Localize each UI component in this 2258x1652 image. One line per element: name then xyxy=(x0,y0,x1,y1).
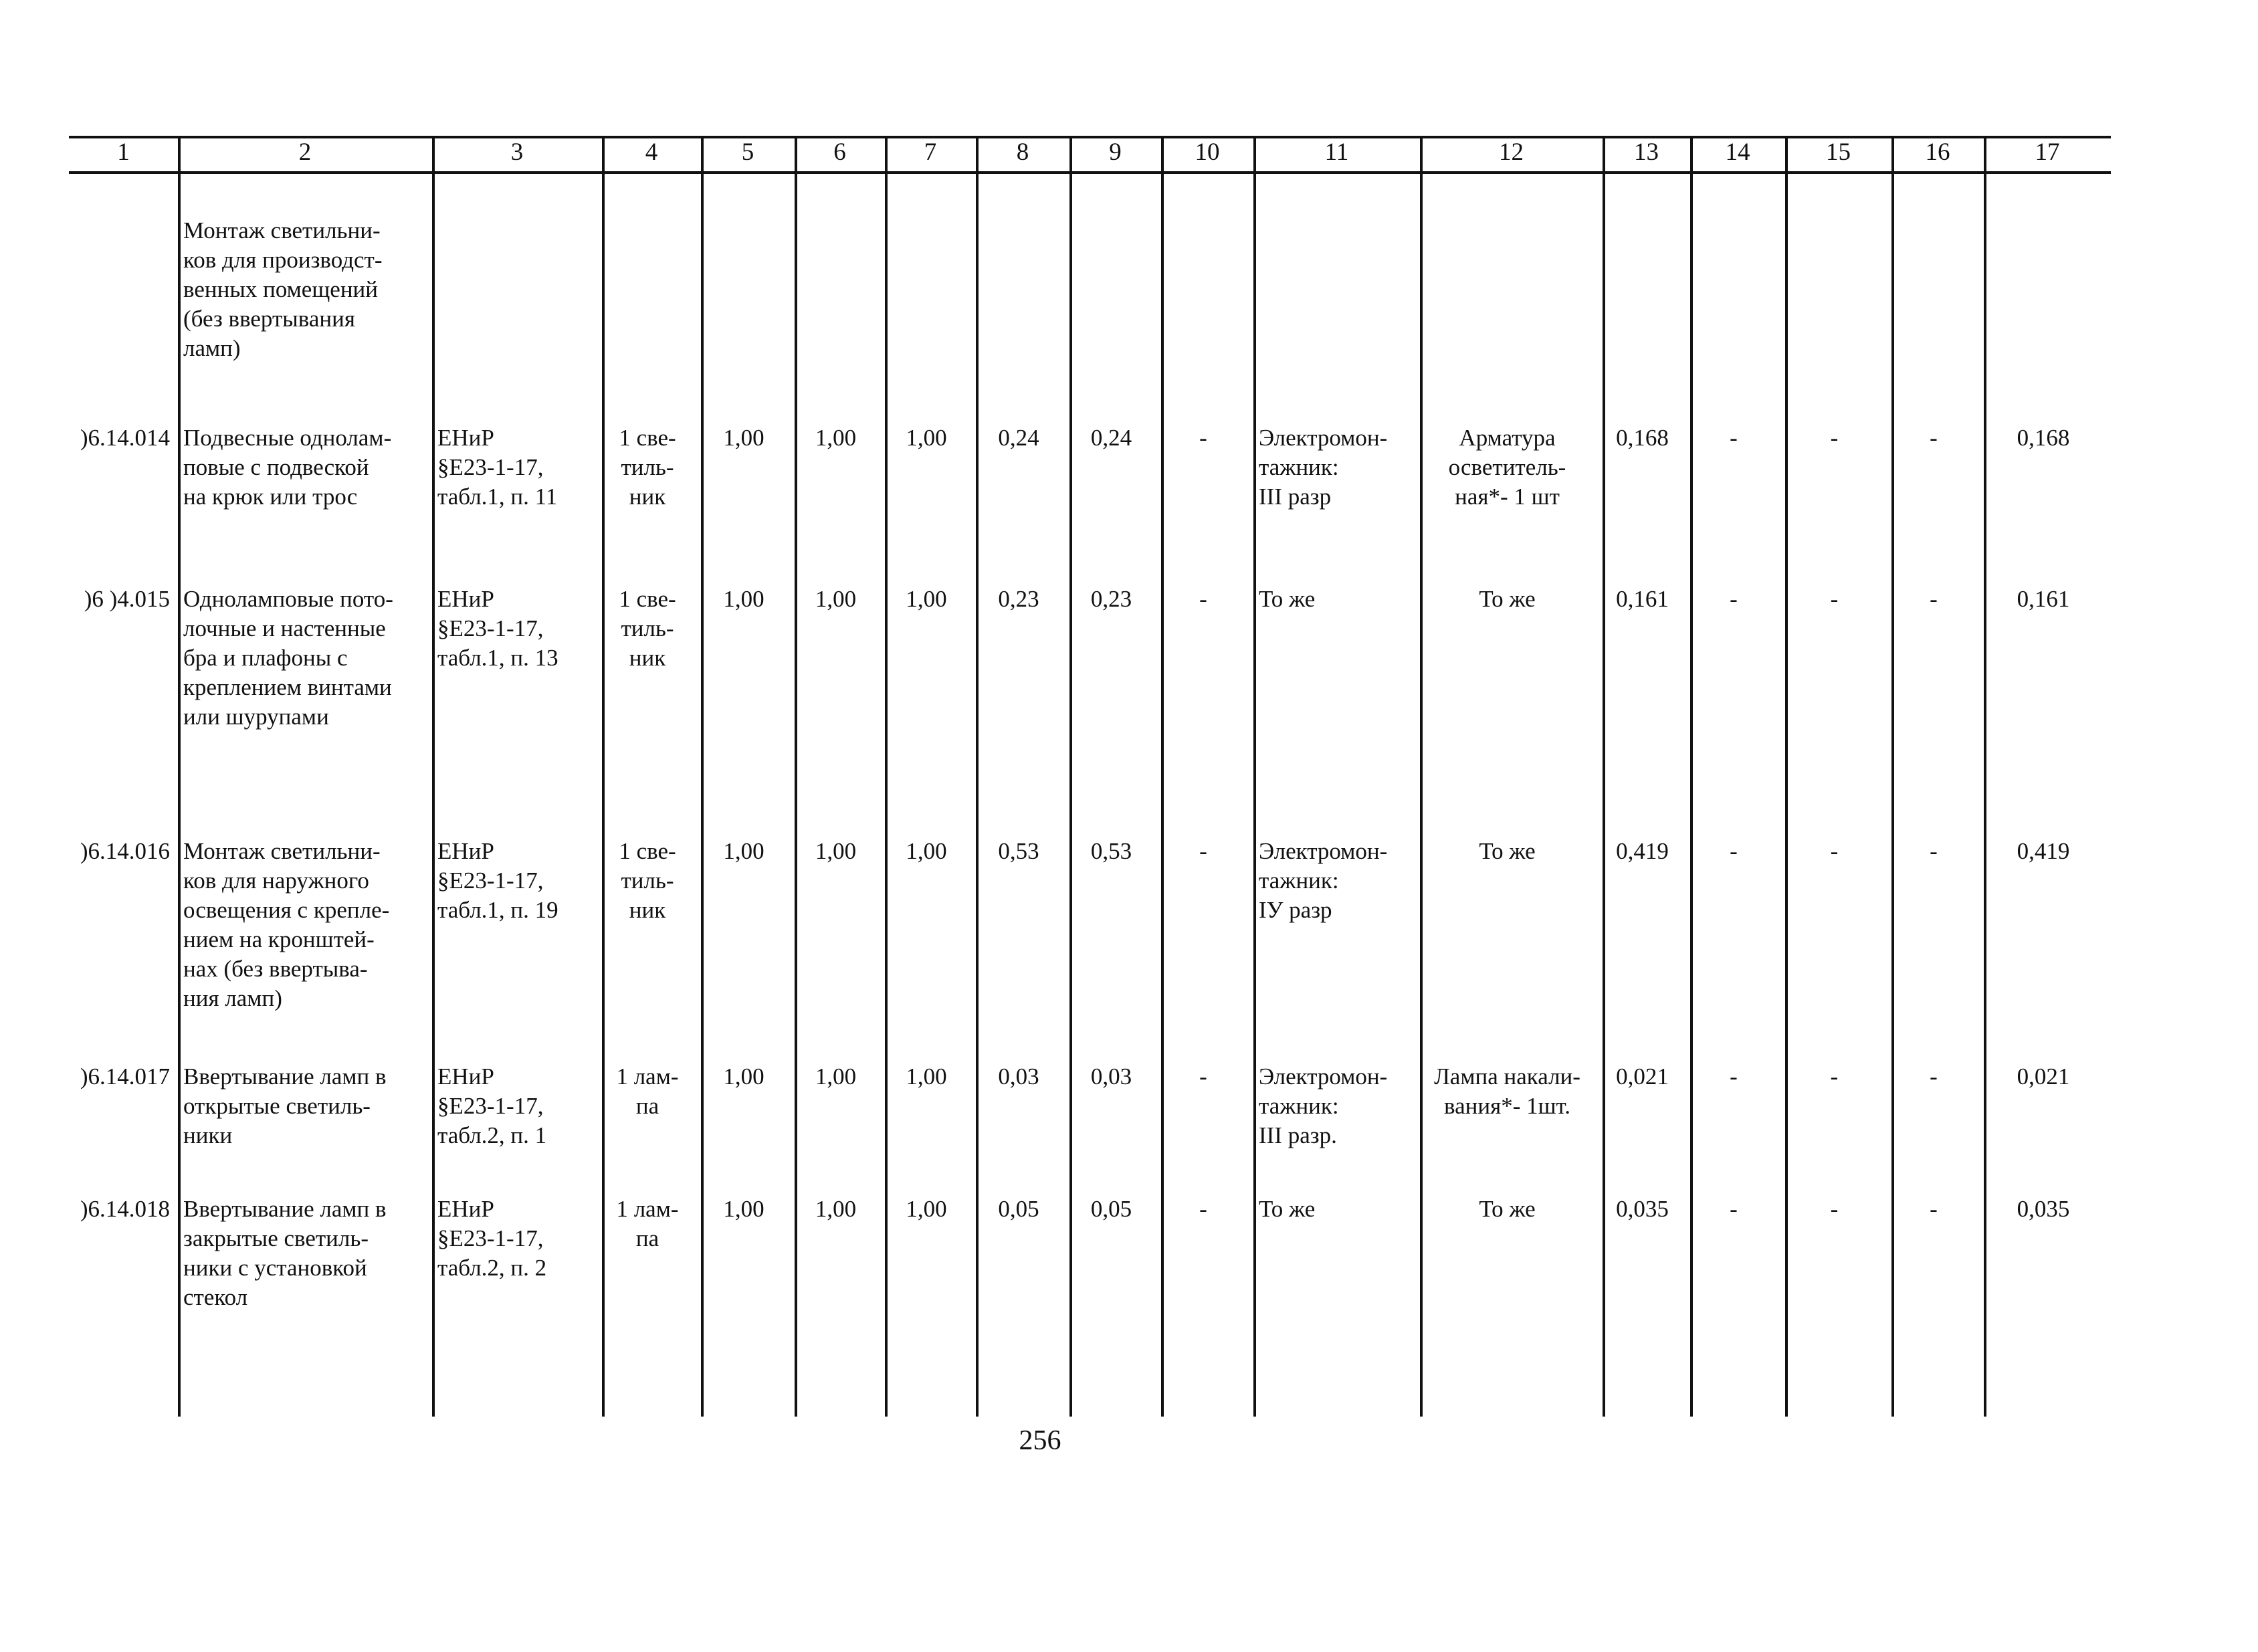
column-divider xyxy=(1603,136,1605,1417)
column-header: 16 xyxy=(1925,138,1950,166)
table-cell-col-13: 0,419 xyxy=(1616,838,1669,864)
column-header: 17 xyxy=(2035,138,2060,166)
table-cell-col-13: 0,168 xyxy=(1616,425,1669,451)
column-header: 6 xyxy=(833,138,846,166)
table-cell-col-3: ЕНиР §Е23-1-17, табл.1, п. 11 xyxy=(437,425,558,510)
table-cell-col-1: )6.14.014 xyxy=(80,425,170,451)
table-cell-col-12: Лампа накали- вания*- 1шт. xyxy=(1434,1063,1580,1119)
table-cell-col-14: - xyxy=(1730,586,1738,612)
table-cell-col-15: - xyxy=(1830,425,1839,451)
table-cell-col-2: Ввертывание ламп в открытые светиль- ники xyxy=(183,1063,387,1148)
table-cell-col-9: 0,05 xyxy=(1090,1196,1132,1222)
column-header: 3 xyxy=(510,138,524,166)
table-cell-col-12: Арматура осветитель- ная*- 1 шт xyxy=(1448,425,1566,510)
table-cell-col-16: - xyxy=(1930,838,1938,864)
table-cell-col-7: 1,00 xyxy=(906,1063,947,1090)
table-cell-col-10: - xyxy=(1199,586,1207,612)
table-cell-col-2: Подвесные однолам- повые с подвеской на крюк или трос xyxy=(183,425,392,510)
table-cell-col-4: 1 лам- па xyxy=(616,1196,679,1251)
table-cell-col-17: 0,419 xyxy=(2017,838,2070,864)
table-cell-col-17: 0,021 xyxy=(2017,1063,2070,1090)
column-divider xyxy=(1161,136,1164,1417)
table-cell-col-14: - xyxy=(1730,838,1738,864)
table-cell-col-8: 0,53 xyxy=(998,838,1039,864)
table-cell-col-10: - xyxy=(1199,1196,1207,1222)
table-cell-col-1: )6.14.017 xyxy=(80,1063,170,1090)
column-header: 11 xyxy=(1324,138,1349,166)
table-cell-col-4: 1 лам- па xyxy=(616,1063,679,1119)
table-cell-col-9: 0,24 xyxy=(1090,425,1132,451)
table-cell-col-4: 1 све- тиль- ник xyxy=(619,838,676,923)
table-cell-col-2: Одноламповые пото- лочные и настенные бра и плафоны с креплением винтами или шурупами xyxy=(183,586,393,730)
table-cell-col-12: То же xyxy=(1479,586,1536,612)
column-divider xyxy=(1420,136,1423,1417)
table-cell-col-12: То же xyxy=(1479,838,1536,864)
table-cell-col-8: 0,05 xyxy=(998,1196,1039,1222)
column-header: 1 xyxy=(117,138,130,166)
column-header: 8 xyxy=(1016,138,1029,166)
column-header: 12 xyxy=(1499,138,1524,166)
table-cell-col-1: )6.14.018 xyxy=(80,1196,170,1222)
table-cell-col-8: 0,23 xyxy=(998,586,1039,612)
table-cell-col-17: 0,161 xyxy=(2017,586,2070,612)
table-cell-col-10: - xyxy=(1199,425,1207,451)
table-cell-col-7: 1,00 xyxy=(906,838,947,864)
table-cell-col-9: 0,03 xyxy=(1090,1063,1132,1090)
table-cell-col-6: 1,00 xyxy=(815,425,857,451)
table-cell-col-5: 1,00 xyxy=(723,838,764,864)
table-cell-col-13: 0,021 xyxy=(1616,1063,1669,1090)
table-cell-col-16: - xyxy=(1930,1196,1938,1222)
table-cell-col-13: 0,161 xyxy=(1616,586,1669,612)
table-cell-col-15: - xyxy=(1830,586,1839,612)
column-header: 15 xyxy=(1826,138,1851,166)
table-cell-col-7: 1,00 xyxy=(906,1196,947,1222)
table-cell-col-6: 1,00 xyxy=(815,1196,857,1222)
table-cell-col-17: 0,035 xyxy=(2017,1196,2070,1222)
table-cell-col-17: 0,168 xyxy=(2017,425,2070,451)
table-cell-col-7: 1,00 xyxy=(906,425,947,451)
column-header: 13 xyxy=(1634,138,1659,166)
column-header: 10 xyxy=(1195,138,1220,166)
table-cell-col-11: Электромон- тажник: III разр xyxy=(1259,425,1388,510)
column-divider xyxy=(1785,136,1788,1417)
table-cell-col-14: - xyxy=(1730,1063,1738,1090)
table-header-rule xyxy=(69,171,2111,174)
table-cell-col-9: 0,53 xyxy=(1090,838,1132,864)
table-cell-col-3: ЕНиР §Е23-1-17, табл.1, п. 13 xyxy=(437,586,558,671)
column-header: 2 xyxy=(298,138,312,166)
table-cell-col-8: 0,03 xyxy=(998,1063,1039,1090)
table-cell-col-3: ЕНиР §Е23-1-17, табл.1, п. 19 xyxy=(437,838,558,923)
table-cell-col-6: 1,00 xyxy=(815,838,857,864)
table-cell-col-11: Электромон- тажник: IУ разр xyxy=(1259,838,1388,923)
column-divider xyxy=(1069,136,1072,1417)
table-cell-col-4: 1 све- тиль- ник xyxy=(619,586,676,671)
table-cell-col-2: Монтаж светильни- ков для наружного освещения с крепле- нием на кронштей- нах (без ввертыва- ния ламп) xyxy=(183,838,390,1011)
table-cell-col-6: 1,00 xyxy=(815,1063,857,1090)
column-divider xyxy=(795,136,797,1417)
table-cell-col-1: )6.14.016 xyxy=(80,838,170,864)
table-cell-col-3: ЕНиР §Е23-1-17, табл.2, п. 2 xyxy=(437,1196,547,1281)
table-cell-col-7: 1,00 xyxy=(906,586,947,612)
page-number: 256 xyxy=(1019,1425,1061,1456)
table-cell-col-13: 0,035 xyxy=(1616,1196,1669,1222)
column-divider xyxy=(1984,136,1986,1417)
column-header: 4 xyxy=(645,138,658,166)
column-header: 9 xyxy=(1109,138,1122,166)
column-divider xyxy=(1253,136,1256,1417)
table-cell-col-5: 1,00 xyxy=(723,1063,764,1090)
table-cell-col-4: 1 све- тиль- ник xyxy=(619,425,676,510)
table-cell-col-10: - xyxy=(1199,838,1207,864)
table-cell-col-14: - xyxy=(1730,1196,1738,1222)
table-cell-col-2: Ввертывание ламп в закрытые светиль- ники с установкой стекол xyxy=(183,1196,387,1310)
table-cell-col-10: - xyxy=(1199,1063,1207,1090)
table-cell-col-9: 0,23 xyxy=(1090,586,1132,612)
table-cell-col-5: 1,00 xyxy=(723,1196,764,1222)
column-divider xyxy=(1690,136,1693,1417)
column-divider xyxy=(976,136,979,1417)
table-cell-col-16: - xyxy=(1930,586,1938,612)
table-cell-col-15: - xyxy=(1830,1196,1839,1222)
table-cell-col-15: - xyxy=(1830,1063,1839,1090)
table-cell-col-1: )6 )4.015 xyxy=(84,586,170,612)
table-cell-col-3: ЕНиР §Е23-1-17, табл.2, п. 1 xyxy=(437,1063,547,1148)
table-cell-col-11: То же xyxy=(1259,1196,1316,1222)
table-cell-col-16: - xyxy=(1930,425,1938,451)
table-cell-col-14: - xyxy=(1730,425,1738,451)
column-header: 5 xyxy=(741,138,754,166)
column-divider xyxy=(885,136,888,1417)
table-cell-col-15: - xyxy=(1830,838,1839,864)
table-cell-col-6: 1,00 xyxy=(815,586,857,612)
table-cell-col-5: 1,00 xyxy=(723,586,764,612)
column-divider xyxy=(1891,136,1894,1417)
table-cell-col-12: То же xyxy=(1479,1196,1536,1222)
table-cell-col-8: 0,24 xyxy=(998,425,1039,451)
table-cell-col-5: 1,00 xyxy=(723,425,764,451)
section-title: Монтаж светильни- ков для производст- венных помещений (без ввертывания ламп) xyxy=(183,217,383,361)
table-cell-col-11: Электромон- тажник: III разр. xyxy=(1259,1063,1388,1148)
column-header: 7 xyxy=(924,138,937,166)
column-divider xyxy=(701,136,704,1417)
column-header: 14 xyxy=(1725,138,1750,166)
table-cell-col-11: То же xyxy=(1259,586,1316,612)
table-cell-col-16: - xyxy=(1930,1063,1938,1090)
